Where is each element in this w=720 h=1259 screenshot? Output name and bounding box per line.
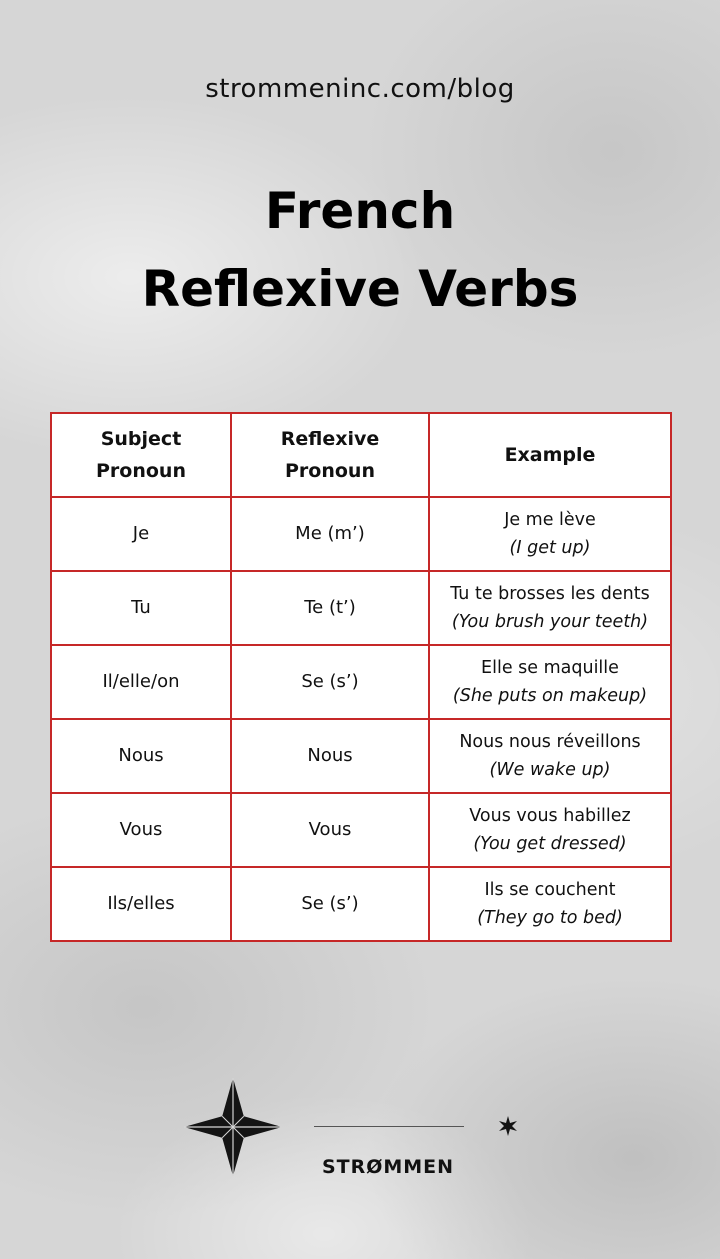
table-row: [51, 867, 671, 941]
example-cell: [429, 793, 671, 867]
table-header-row: [51, 413, 671, 497]
reflexive-cell: Vous: [231, 793, 429, 867]
header-example: Example: [429, 413, 671, 497]
table-row: [51, 719, 671, 793]
header-reflexive-pronoun: Reflexive Pronoun: [231, 413, 429, 497]
brand-name: STRØMMEN: [321, 1156, 455, 1178]
example-french: Tu te brosses les dents: [450, 584, 650, 604]
example-cell: [429, 497, 671, 571]
example-french: Vous vous habillez: [469, 806, 631, 826]
reflexive-cell: Me (m’): [231, 497, 429, 571]
title-line-2: Reflexive Verbs: [141, 260, 579, 318]
subject-cell: Tu: [51, 571, 231, 645]
subject-cell: Vous: [51, 793, 231, 867]
subject-cell: Ils/elles: [51, 867, 231, 941]
example-english: (They go to bed): [477, 908, 623, 928]
small-star-icon: [498, 1116, 518, 1136]
reflexive-verbs-table: [50, 412, 672, 942]
table-row: [51, 571, 671, 645]
example-cell: [429, 867, 671, 941]
example-french: Elle se maquille: [481, 658, 619, 678]
subject-cell: Nous: [51, 719, 231, 793]
table-row: [51, 645, 671, 719]
reflexive-cell: Se (s’): [231, 867, 429, 941]
example-french: Je me lève: [504, 510, 596, 530]
example-english: (You get dressed): [473, 834, 627, 854]
example-french: Ils se couchent: [484, 880, 616, 900]
example-cell: [429, 645, 671, 719]
example-english: (You brush your teeth): [451, 612, 649, 632]
example-english: (She puts on makeup): [452, 686, 648, 706]
reflexive-cell: Se (s’): [231, 645, 429, 719]
subject-cell: Je: [51, 497, 231, 571]
reflexive-cell: Te (t’): [231, 571, 429, 645]
logo-divider: [314, 1126, 464, 1127]
example-english: (We wake up): [489, 760, 611, 780]
reflexive-cell: Nous: [231, 719, 429, 793]
subject-cell: Il/elle/on: [51, 645, 231, 719]
example-cell: [429, 719, 671, 793]
table-row: [51, 497, 671, 571]
table-row: [51, 793, 671, 867]
header-subject-pronoun: Subject Pronoun: [51, 413, 231, 497]
example-cell: [429, 571, 671, 645]
title-line-1: French: [264, 182, 456, 240]
blog-url: strommeninc.com/blog: [205, 74, 515, 104]
example-english: (I get up): [509, 538, 591, 558]
page-title: [0, 172, 720, 328]
example-french: Nous nous réveillons: [459, 732, 641, 752]
four-point-star-icon: [184, 1078, 282, 1176]
